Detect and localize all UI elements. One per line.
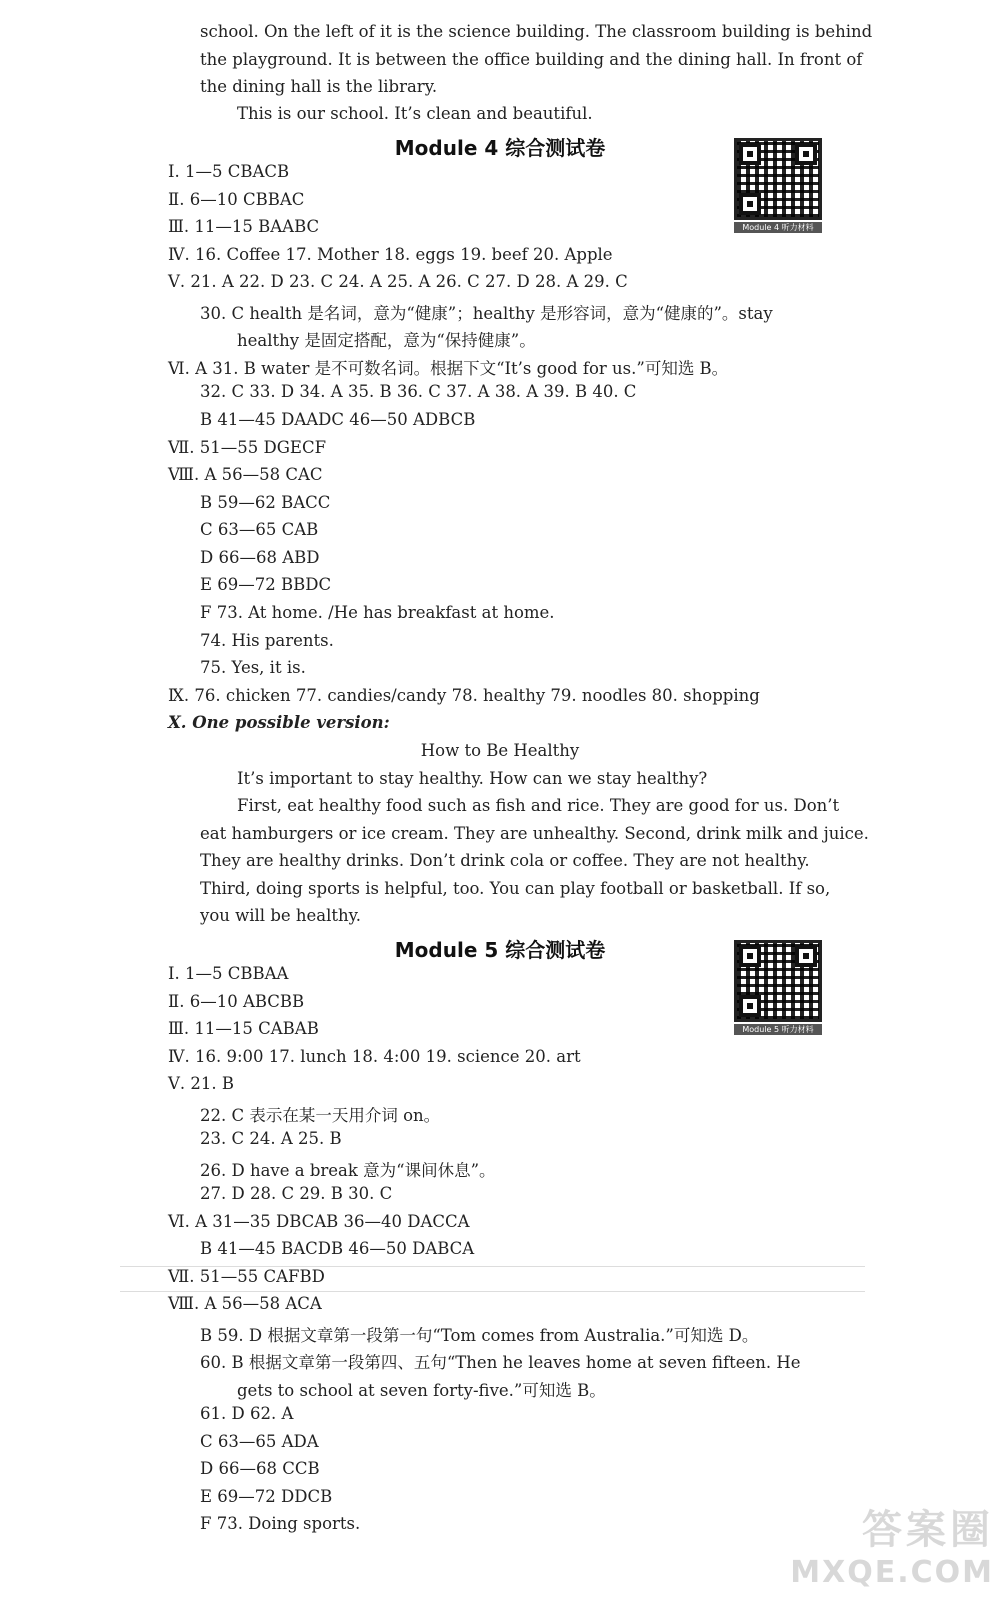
answer-line: B 41—45 BACDB 46—50 DABCA	[200, 1239, 475, 1258]
answer-line: Ⅷ. A 56—58 CAC	[168, 465, 323, 484]
essay-line: It’s important to stay healthy. How can we stay healthy?	[237, 769, 708, 788]
essay-title: How to Be Healthy	[420, 741, 580, 760]
essay-line: eat hamburgers or ice cream. They are unhealthy. Second, drink milk and juice.	[200, 824, 869, 843]
answer-line: F 73. At home. /He has breakfast at home.	[200, 603, 555, 622]
answer-line: Ⅵ. A 31. B water 是不可数名词。根据下文“It’s good for us.”可知选 B。	[168, 359, 729, 378]
answer-line: Ⅱ. 6—10 ABCBB	[168, 992, 305, 1011]
answer-line: Ⅶ. 51—55 CAFBD	[168, 1267, 325, 1286]
essay-line: They are healthy drinks. Don’t drink cola or coffee. They are not healthy.	[200, 851, 810, 870]
answer-line: Ⅳ. 16. 9:00 17. lunch 18. 4:00 19. science 20. art	[168, 1047, 581, 1066]
answer-line: Ⅰ. 1—5 CBACB	[168, 162, 290, 181]
answer-line: F 73. Doing sports.	[200, 1514, 361, 1533]
intro-line: school. On the left of it is the science building. The classroom building is behind	[200, 22, 873, 41]
qr-code-icon[interactable]	[734, 138, 822, 220]
answer-line: healthy 是固定搭配，意为“保持健康”。	[237, 331, 536, 350]
watermark-line2: MXQE.COM	[790, 1555, 994, 1590]
essay-line: First, eat healthy food such as fish and rice. They are good for us. Don’t	[237, 796, 840, 815]
qr-label: Module 5 听力材料	[734, 1024, 822, 1035]
qr-code-icon[interactable]	[734, 940, 822, 1022]
answer-line: 26. D have a break 意为“课间休息”。	[200, 1161, 496, 1180]
answer-line: Ⅹ. One possible version:	[168, 713, 390, 732]
answer-line: B 59. D 根据文章第一段第一句“Tom comes from Australia.”可知选 D。	[200, 1326, 759, 1345]
module4-heading: Module 4 综合测试卷	[394, 136, 606, 160]
answer-line: 60. B 根据文章第一段第四、五句“Then he leaves home at seven fifteen. He	[200, 1353, 801, 1372]
answer-line: C 63—65 CAB	[200, 520, 319, 539]
intro-line: the playground. It is between the office building and the dining hall. In front of	[200, 50, 863, 69]
answer-line: B 41—45 DAADC 46—50 ADBCB	[200, 410, 476, 429]
intro-line: the dining hall is the library.	[200, 77, 438, 96]
answer-line: Ⅴ. 21. A 22. D 23. C 24. A 25. A 26. C 27. D 28. A 29. C	[168, 272, 628, 291]
answer-line: C 63—65 ADA	[200, 1432, 319, 1451]
answer-line: Ⅰ. 1—5 CBBAA	[168, 964, 289, 983]
answer-line: D 66—68 CCB	[200, 1459, 320, 1478]
essay-line: you will be healthy.	[200, 906, 362, 925]
qr-label: Module 4 听力材料	[734, 222, 822, 233]
answer-line: 27. D 28. C 29. B 30. C	[200, 1184, 393, 1203]
answer-line: 75. Yes, it is.	[200, 658, 306, 677]
essay-line: Third, doing sports is helpful, too. You can play football or basketball. If so,	[200, 879, 831, 898]
answer-line: E 69—72 BBDC	[200, 575, 332, 594]
module5-heading: Module 5 综合测试卷	[394, 938, 606, 962]
answer-line: 32. C 33. D 34. A 35. B 36. C 37. A 38. A 39. B 40. C	[200, 382, 637, 401]
answer-line: Ⅵ. A 31—35 DBCAB 36—40 DACCA	[168, 1212, 470, 1231]
answer-line: Ⅳ. 16. Coffee 17. Mother 18. eggs 19. beef 20. Apple	[168, 245, 613, 264]
answer-line: Ⅲ. 11—15 CABAB	[168, 1019, 319, 1038]
answer-line: E 69—72 DDCB	[200, 1487, 333, 1506]
answer-line: Ⅷ. A 56—58 ACA	[168, 1294, 322, 1313]
watermark-logo	[790, 1498, 994, 1590]
watermark-line1: 答案圈	[862, 1507, 994, 1553]
answer-line: gets to school at seven forty-five.”可知选 B。	[237, 1381, 606, 1400]
divider	[120, 1291, 865, 1292]
answer-line: 22. C 表示在某一天用介词 on。	[200, 1106, 441, 1125]
answer-line: D 66—68 ABD	[200, 548, 320, 567]
intro-line: This is our school. It’s clean and beautiful.	[237, 104, 593, 123]
answer-line: Ⅶ. 51—55 DGECF	[168, 438, 327, 457]
answer-line: Ⅱ. 6—10 CBBAC	[168, 190, 305, 209]
answer-line: 30. C health 是名词，意为“健康”；healthy 是形容词，意为“健康的”。stay	[200, 304, 773, 323]
answer-line: B 59—62 BACC	[200, 493, 331, 512]
answer-line: Ⅴ. 21. B	[168, 1074, 235, 1093]
answer-line: 61. D 62. A	[200, 1404, 294, 1423]
answer-line: Ⅸ. 76. chicken 77. candies/candy 78. healthy 79. noodles 80. shopping	[168, 686, 760, 705]
answer-line: 74. His parents.	[200, 631, 334, 650]
answer-line: 23. C 24. A 25. B	[200, 1129, 342, 1148]
answer-line: Ⅲ. 11—15 BAABC	[168, 217, 320, 236]
